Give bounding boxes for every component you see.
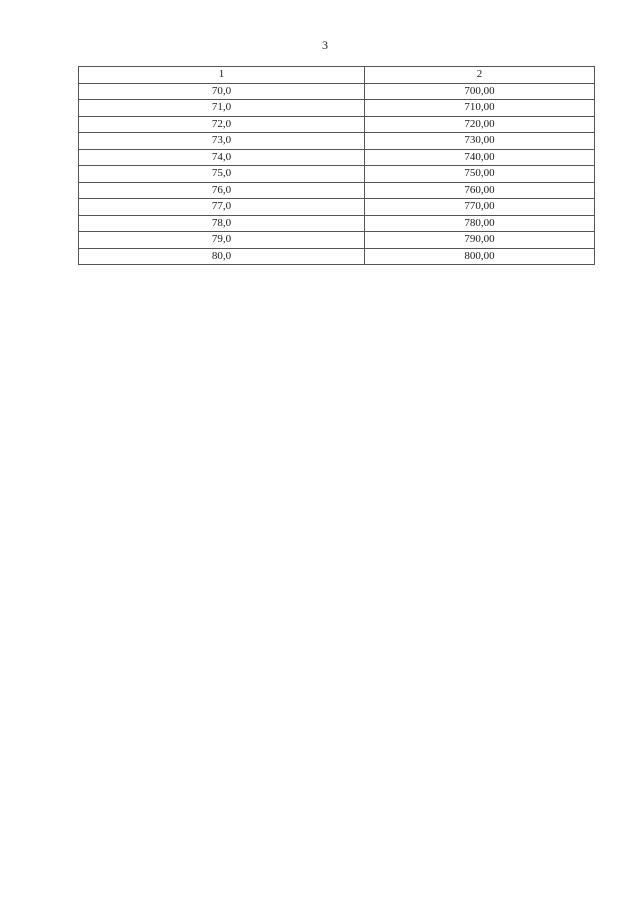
table-cell-col1: 73,0 bbox=[79, 133, 365, 150]
table-cell-col1: 75,0 bbox=[79, 166, 365, 183]
table-row bbox=[79, 83, 595, 100]
table-row bbox=[79, 248, 595, 265]
table-header-row bbox=[79, 67, 595, 84]
table-row bbox=[79, 232, 595, 249]
table-cell-col2: 780,00 bbox=[365, 215, 595, 232]
table-row bbox=[79, 133, 595, 150]
table-cell-col2: 790,00 bbox=[365, 232, 595, 249]
table-cell-col1: 78,0 bbox=[79, 215, 365, 232]
table-row bbox=[79, 149, 595, 166]
table-cell-col2: 760,00 bbox=[365, 182, 595, 199]
table-cell-col1: 72,0 bbox=[79, 116, 365, 133]
table-cell-col2: 770,00 bbox=[365, 199, 595, 216]
table-cell-col1: 79,0 bbox=[79, 232, 365, 249]
table-row bbox=[79, 199, 595, 216]
table-cell-col2: 750,00 bbox=[365, 166, 595, 183]
table-cell-col1: 80,0 bbox=[79, 248, 365, 265]
table-row bbox=[79, 215, 595, 232]
table-cell-col1: 70,0 bbox=[79, 83, 365, 100]
table-cell-col1: 76,0 bbox=[79, 182, 365, 199]
table-row bbox=[79, 182, 595, 199]
table-cell-col1: 77,0 bbox=[79, 199, 365, 216]
table-body bbox=[79, 83, 595, 265]
table-cell-col2: 740,00 bbox=[365, 149, 595, 166]
table-cell-col2: 800,00 bbox=[365, 248, 595, 265]
column-header-2: 2 bbox=[365, 67, 595, 84]
table-cell-col2: 700,00 bbox=[365, 83, 595, 100]
column-header-1: 1 bbox=[79, 67, 365, 84]
table-cell-col1: 71,0 bbox=[79, 100, 365, 117]
table-row bbox=[79, 100, 595, 117]
table-cell-col2: 710,00 bbox=[365, 100, 595, 117]
table-row bbox=[79, 166, 595, 183]
table-cell-col2: 730,00 bbox=[365, 133, 595, 150]
table-cell-col2: 720,00 bbox=[365, 116, 595, 133]
table-row bbox=[79, 116, 595, 133]
page-number: 3 bbox=[322, 38, 328, 52]
table-cell-col1: 74,0 bbox=[79, 149, 365, 166]
data-table bbox=[78, 66, 595, 265]
